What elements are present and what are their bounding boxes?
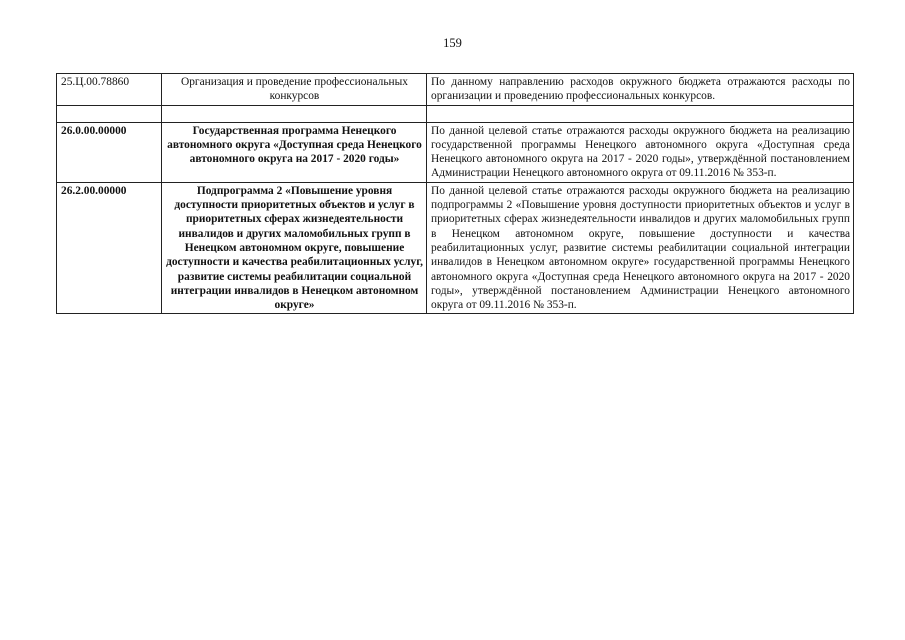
target-article-name: Подпрограмма 2 «Повышение уровня доступности приоритетных объектов и услуг в приоритетных сферах жизнедеятельности инвалидов и других маломобильных групп в Ненецком автономном округе, повышение доступности и качества реабилитационных услуг, развитие системы реабилитации социальной интеграции инвалидов в Ненецком автономном округе» <box>162 182 427 314</box>
target-article-code: 25.Ц.00.78860 <box>57 74 162 106</box>
spacer-cell <box>57 105 162 122</box>
target-article-description: По данной целевой статье отражаются расходы окружного бюджета на реализацию государственной программы Ненецкого автономного округа «Доступная среда Ненецкого автономного округа на 2017 - 2020 годы», утверждённой постановлением Администрации Ненецкого автономного округа от 09.11.2016 № 353-п. <box>427 122 854 182</box>
target-article-name: Государственная программа Ненецкого автономного округа «Доступная среда Ненецкого автономного округа на 2017 - 2020 годы» <box>162 122 427 182</box>
budget-classification-table <box>56 73 854 314</box>
page-number: 159 <box>443 36 462 50</box>
table-row <box>57 182 854 314</box>
spacer-cell <box>427 105 854 122</box>
spacer-cell <box>162 105 427 122</box>
table-row <box>57 74 854 106</box>
target-article-name: Организация и проведение профессиональных конкурсов <box>162 74 427 106</box>
table-spacer-row <box>57 105 854 122</box>
target-article-description: По данной целевой статье отражаются расходы окружного бюджета на реализацию подпрограммы 2 «Повышение уровня доступности приоритетных объектов и услуг в приоритетных сферах жизнедеятельности инвалидов и других маломобильных групп в Ненецком автономном округе, повышение доступности и качества реабилитационных услуг, развитие системы реабилитации социальной интеграции инвалидов в Ненецком автономном округе» государственной программы Ненецкого автономного округа «Доступная среда Ненецкого автономного округа на 2017 - 2020 годы», утверждённой постановлением Администрации Ненецкого автономного округа от 09.11.2016 № 353-п. <box>427 182 854 314</box>
table-row <box>57 122 854 182</box>
target-article-code: 26.0.00.00000 <box>57 122 162 182</box>
target-article-description: По данному направлению расходов окружного бюджета отражаются расходы по организации и проведению профессиональных конкурсов. <box>427 74 854 106</box>
target-article-code: 26.2.00.00000 <box>57 182 162 314</box>
